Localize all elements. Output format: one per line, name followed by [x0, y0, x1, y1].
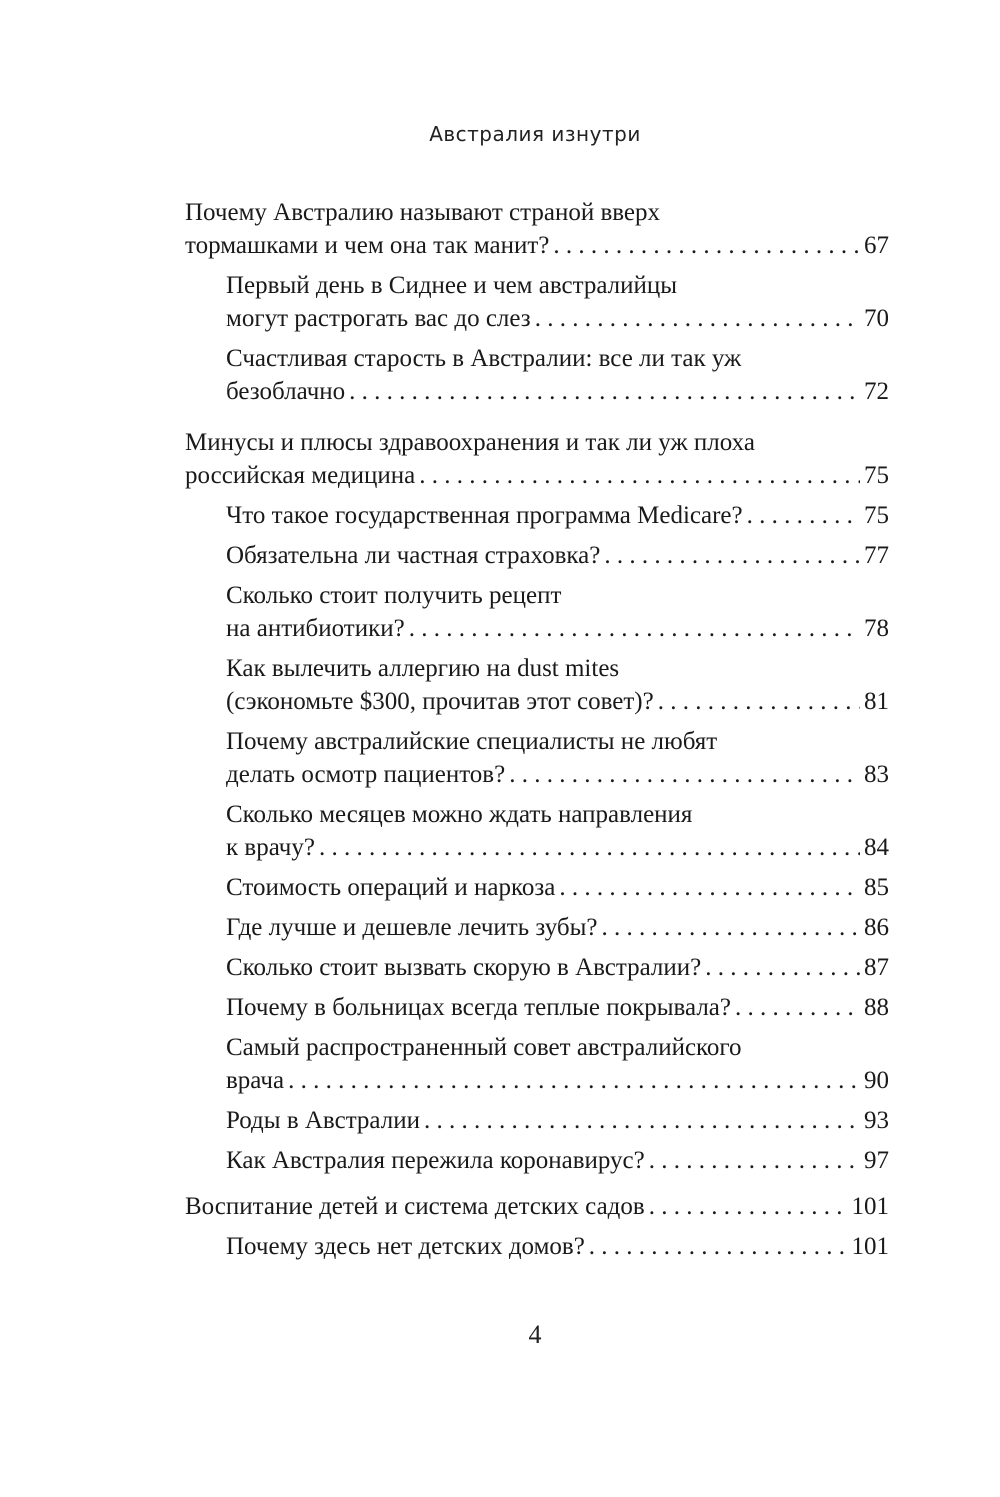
- toc-leader-row: [226, 612, 889, 645]
- toc-title-line: Как вылечить аллергию на dust mites: [226, 655, 620, 682]
- toc-leader-row: [226, 991, 889, 1024]
- toc-page-number: 83: [864, 761, 889, 788]
- running-head: Австралия изнутри: [429, 122, 641, 146]
- toc-leader-row: [226, 1230, 889, 1263]
- toc-leader-row: [226, 539, 889, 572]
- toc-title-line: Почему здесь нет детских домов?: [226, 1233, 585, 1260]
- toc-leader-row: [185, 459, 889, 492]
- dot-leader: [649, 1144, 860, 1177]
- toc-leader-row: [226, 302, 889, 335]
- toc-chapter: [185, 426, 889, 492]
- toc-leader-row: [226, 375, 889, 408]
- toc-page-number: 81: [864, 688, 889, 715]
- dot-leader: [419, 459, 860, 492]
- toc-title-line: Самый распространенный совет австралийского: [226, 1034, 742, 1061]
- dot-leader: [604, 539, 860, 572]
- toc-title-line: Счастливая старость в Австралии: все ли так уж: [226, 345, 742, 372]
- toc-title-line: Сколько стоит получить рецепт: [226, 582, 562, 609]
- toc-page-number: 101: [851, 1233, 889, 1260]
- toc-section: [226, 652, 889, 718]
- toc-page-number: 87: [864, 954, 889, 981]
- toc-title-line: (сэкономьте $300, прочитав этот совет)?: [226, 688, 654, 715]
- toc-title-line: делать осмотр пациентов?: [226, 761, 506, 788]
- table-of-contents: [185, 196, 889, 1263]
- toc-page-number: 85: [864, 874, 889, 901]
- toc-section: [226, 725, 889, 791]
- dot-leader: [319, 831, 860, 864]
- toc-page-number: 97: [864, 1147, 889, 1174]
- toc-title-line: могут растрогать вас до слез: [226, 305, 531, 332]
- toc-section: [226, 871, 889, 904]
- toc-title-line: Где лучше и дешевле лечить зубы?: [226, 914, 598, 941]
- toc-page-number: 77: [864, 542, 889, 569]
- dot-leader: [409, 612, 860, 645]
- page-number: 4: [528, 1320, 542, 1349]
- toc-leader-row: [226, 1104, 889, 1137]
- toc-title-line: врача: [226, 1067, 285, 1094]
- toc-leader-row: [226, 951, 889, 984]
- dot-leader: [349, 375, 860, 408]
- dot-leader: [589, 1230, 848, 1263]
- toc-title-line: Воспитание детей и система детских садов: [185, 1193, 645, 1220]
- toc-title-line: Обязательна ли частная страховка?: [226, 542, 601, 569]
- toc-leader-row: [226, 499, 889, 532]
- toc-title-line: Роды в Австралии: [226, 1107, 420, 1134]
- toc-section: [226, 1230, 889, 1263]
- toc-section: [226, 269, 889, 335]
- dot-leader: [535, 302, 860, 335]
- toc-section: [226, 951, 889, 984]
- toc-title-line: Минусы и плюсы здравоохранения и так ли уж плоха: [185, 429, 755, 456]
- toc-title-line: безоблачно: [226, 378, 346, 405]
- toc-page-number: 86: [864, 914, 889, 941]
- toc-title-line: Первый день в Сиднее и чем австралийцы: [226, 272, 678, 299]
- toc-leader-row: [185, 229, 889, 262]
- toc-leader-row: [226, 758, 889, 791]
- toc-page-number: 78: [864, 615, 889, 642]
- toc-section: [226, 539, 889, 572]
- dot-leader: [559, 871, 860, 904]
- dot-leader: [509, 758, 860, 791]
- dot-leader: [658, 685, 860, 718]
- toc-section: [226, 579, 889, 645]
- toc-page-number: 67: [864, 232, 889, 259]
- toc-title-line: тормашками и чем она так манит?: [185, 232, 550, 259]
- toc-section: [226, 342, 889, 408]
- dot-leader: [747, 499, 860, 532]
- toc-leader-row: [226, 831, 889, 864]
- toc-title-line: на антибиотики?: [226, 615, 405, 642]
- toc-leader-row: [226, 911, 889, 944]
- toc-section: [226, 798, 889, 864]
- toc-leader-row: [226, 685, 889, 718]
- toc-leader-row: [185, 1190, 889, 1223]
- toc-section: [226, 1144, 889, 1177]
- toc-section: [226, 911, 889, 944]
- toc-chapter: [185, 1190, 889, 1223]
- toc-leader-row: [226, 1144, 889, 1177]
- toc-leader-row: [226, 1064, 889, 1097]
- toc-title-line: Сколько стоит вызвать скорую в Австралии?: [226, 954, 702, 981]
- toc-page-number: 90: [864, 1067, 889, 1094]
- toc-title-line: к врачу?: [226, 834, 315, 861]
- dot-leader: [735, 991, 860, 1024]
- toc-title-line: Как Австралия пережила коронавирус?: [226, 1147, 645, 1174]
- toc-title-line: Почему Австралию называют страной вверх: [185, 199, 661, 226]
- dot-leader: [553, 229, 860, 262]
- toc-page-number: 84: [864, 834, 889, 861]
- toc-title-line: Сколько месяцев можно ждать направления: [226, 801, 693, 828]
- toc-page-number: 88: [864, 994, 889, 1021]
- toc-page-number: 93: [864, 1107, 889, 1134]
- toc-title-line: Стоимость операций и наркоза: [226, 874, 556, 901]
- toc-title-line: Почему в больницах всегда теплые покрывала?: [226, 994, 731, 1021]
- toc-page-number: 72: [864, 378, 889, 405]
- dot-leader: [288, 1064, 860, 1097]
- toc-page-number: 70: [864, 305, 889, 332]
- toc-title-line: Что такое государственная программа Medicare?: [226, 502, 743, 529]
- dot-leader: [649, 1190, 848, 1223]
- toc-title-line: Почему австралийские специалисты не любят: [226, 728, 718, 755]
- dot-leader: [424, 1104, 860, 1137]
- toc-title-line: российская медицина: [185, 462, 416, 489]
- toc-section: [226, 499, 889, 532]
- dot-leader: [601, 911, 860, 944]
- toc-page-number: 101: [851, 1193, 889, 1220]
- toc-section: [226, 991, 889, 1024]
- toc-section: [226, 1031, 889, 1097]
- toc-page-number: 75: [864, 462, 889, 489]
- dot-leader: [705, 951, 860, 984]
- toc-page-number: 75: [864, 502, 889, 529]
- toc-section: [226, 1104, 889, 1137]
- toc-leader-row: [226, 871, 889, 904]
- toc-chapter: [185, 196, 889, 262]
